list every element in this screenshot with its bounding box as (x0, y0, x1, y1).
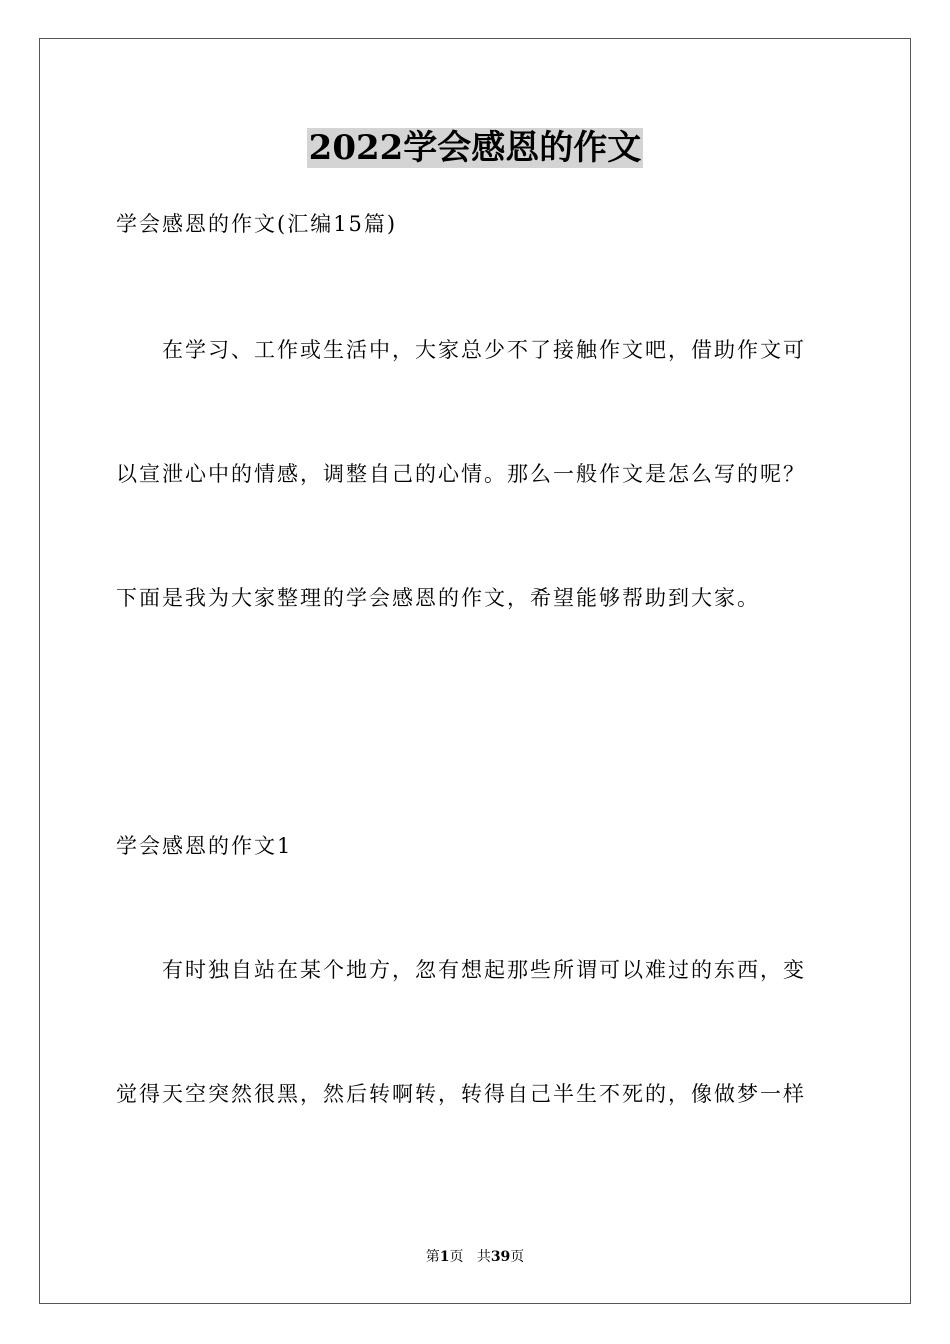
footer-total-prefix: 共 (476, 1249, 491, 1265)
document-title-text: 2022学会感恩的作文 (308, 128, 642, 168)
footer-total-suffix: 页 (510, 1249, 525, 1265)
document-title (0, 126, 950, 170)
section-line-2: 觉得天空突然很黑，然后转啊转，转得自己半生不死的，像做梦一样 (116, 1082, 806, 1106)
footer-page-suffix: 页 (449, 1249, 464, 1265)
page-footer (0, 1248, 950, 1266)
footer-page-number: 1 (439, 1249, 450, 1265)
intro-line-2: 以宣泄心中的情感，调整自己的心情。那么一般作文是怎么写的呢？ (116, 462, 806, 486)
section-line-1: 有时独自站在某个地方，忽有想起那些所谓可以难过的东西，变 (162, 958, 806, 982)
intro-line-3: 下面是我为大家整理的学会感恩的作文，希望能够帮助到大家。 (116, 586, 760, 610)
intro-line-1: 在学习、工作或生活中，大家总少不了接触作文吧，借助作文可 (162, 338, 806, 362)
footer-page-prefix: 第 (425, 1249, 440, 1265)
footer-total-pages: 39 (490, 1249, 511, 1265)
document-subtitle: 学会感恩的作文(汇编15篇) (116, 212, 398, 236)
section-heading: 学会感恩的作文1 (116, 834, 293, 858)
